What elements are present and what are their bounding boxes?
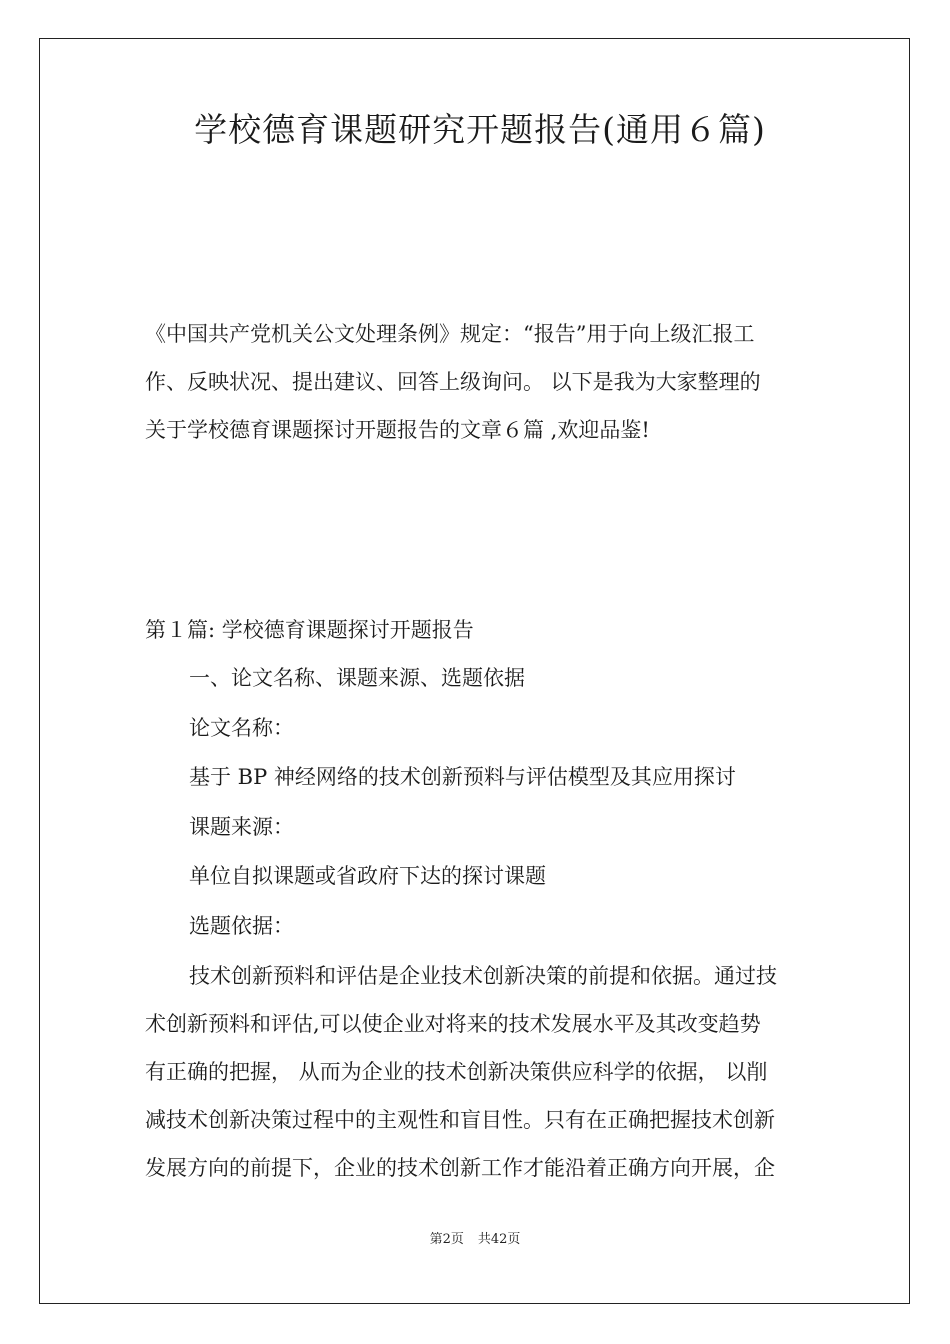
paragraph-line: 技术创新预料和评估是企业技术创新决策的前提和依据。通过技 bbox=[189, 964, 777, 988]
body-paragraph bbox=[145, 952, 810, 1192]
intro-line: 《中国共产党机关公文处理条例》规定：“报告”用于向上级汇报工 bbox=[145, 322, 755, 346]
intro-line: 作、反映状况、提出建议、回答上级询问。 以下是我为大家整理的 bbox=[145, 370, 761, 394]
document-title: 学校德育课题研究开题报告(通用６篇) bbox=[194, 110, 766, 149]
page-footer bbox=[0, 1230, 950, 1250]
section-item: 选题依据： bbox=[189, 913, 294, 938]
paragraph-line: 术创新预料和评估,可以使企业对将来的技术发展水平及其改变趋势 bbox=[145, 1012, 761, 1036]
page-total: 共42页 bbox=[477, 1232, 521, 1247]
page-number: 第2页 bbox=[429, 1232, 464, 1247]
section-heading: 第１篇: 学校德育课题探讨开题报告 bbox=[145, 618, 474, 642]
section-item: 基于 BP 神经网络的技术创新预料与评估模型及其应用探讨 bbox=[189, 765, 736, 789]
section-item: 一、论文名称、课题来源、选题依据 bbox=[189, 666, 525, 690]
paragraph-line: 发展方向的前提下，企业的技术创新工作才能沿着正确方向开展，企 bbox=[145, 1156, 775, 1180]
section-item: 论文名称： bbox=[189, 715, 294, 740]
section-item: 课题来源： bbox=[189, 814, 294, 839]
section-item: 单位自拟课题或省政府下达的探讨课题 bbox=[189, 864, 546, 888]
paragraph-line: 有正确的把握， 从而为企业的技术创新决策供应科学的依据， 以削 bbox=[145, 1060, 768, 1084]
paragraph-line: 减技术创新决策过程中的主观性和盲目性。只有在正确把握技术创新 bbox=[145, 1108, 775, 1132]
intro-line: 关于学校德育课题探讨开题报告的文章６篇 ,欢迎品鉴! bbox=[145, 418, 650, 442]
intro-paragraph bbox=[145, 310, 810, 454]
section-items bbox=[145, 654, 810, 951]
